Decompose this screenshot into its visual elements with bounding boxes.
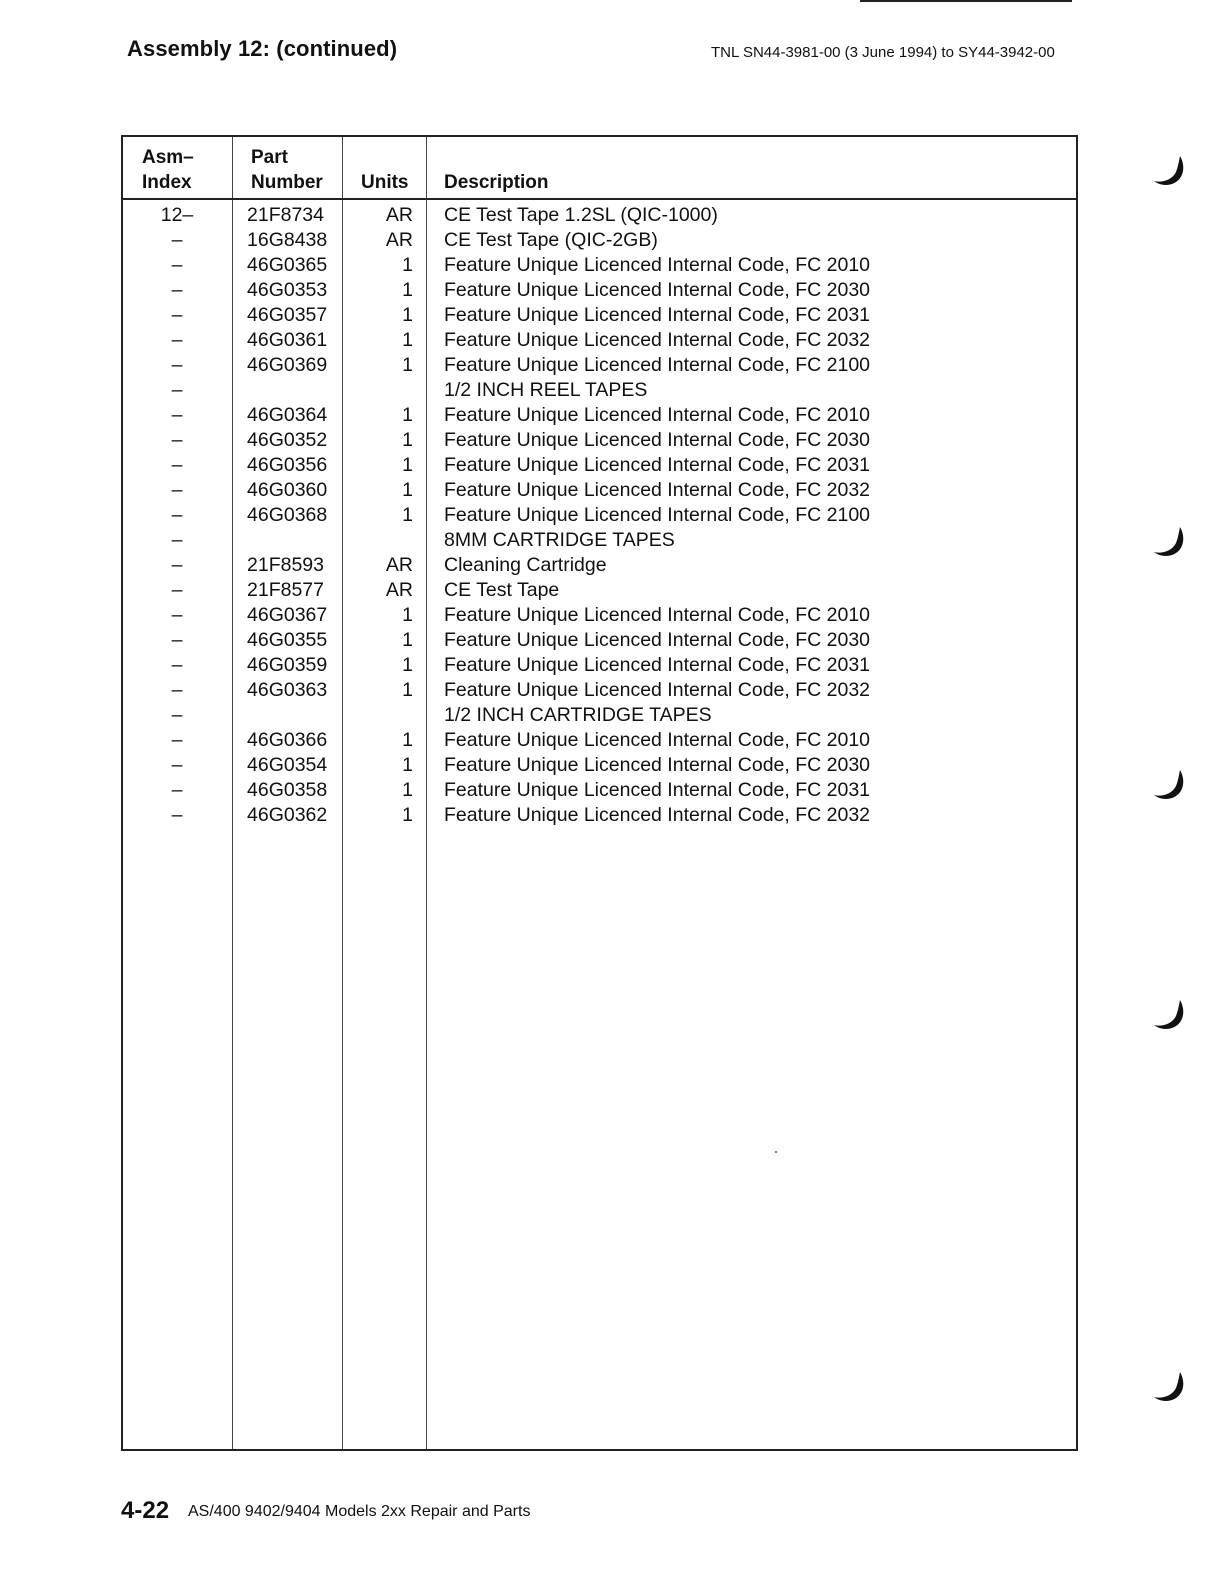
table-row <box>123 478 1076 503</box>
header-rule <box>123 198 1076 200</box>
cell-units: 1 <box>402 404 413 426</box>
table-row <box>123 778 1076 803</box>
cell-part-number: 46G0358 <box>247 779 328 801</box>
cell-asm-index: – <box>171 554 183 576</box>
cell-asm-index: – <box>171 779 183 801</box>
tnl-note: TNL SN44-3981-00 (3 June 1994) to SY44-3942-00 <box>711 44 1055 61</box>
table-row <box>123 303 1076 328</box>
cell-asm-index: – <box>171 654 183 676</box>
cell-units: 1 <box>402 679 413 701</box>
cell-asm-index: – <box>171 229 183 251</box>
cell-description: 1/2 INCH CARTRIDGE TAPES <box>444 704 712 726</box>
cell-part-number: 46G0355 <box>247 629 328 651</box>
cell-part-number: 46G0357 <box>247 304 328 326</box>
cell-description: Feature Unique Licenced Internal Code, FC 2010 <box>444 604 871 626</box>
cell-part-number: 46G0366 <box>247 729 328 751</box>
cell-asm-index: – <box>171 804 183 826</box>
cell-asm-index: – <box>171 304 183 326</box>
cell-units: AR <box>385 229 413 251</box>
cell-description: Feature Unique Licenced Internal Code, FC 2031 <box>444 654 871 676</box>
cell-asm-index: – <box>171 454 183 476</box>
cell-part-number: 46G0360 <box>247 479 328 501</box>
cell-part-number: 21F8577 <box>247 579 324 601</box>
cell-part-number: 46G0356 <box>247 454 328 476</box>
cell-units: AR <box>385 554 413 576</box>
cell-description: Feature Unique Licenced Internal Code, FC 2032 <box>444 329 871 351</box>
cell-description: Feature Unique Licenced Internal Code, FC 2031 <box>444 304 871 326</box>
cell-description: 8MM CARTRIDGE TAPES <box>444 529 675 551</box>
binder-hole-mark-icon <box>1150 996 1192 1036</box>
table-row <box>123 503 1076 528</box>
cell-units: AR <box>385 204 413 226</box>
cell-part-number: 46G0369 <box>247 354 328 376</box>
binder-hole-mark-icon <box>1150 152 1192 192</box>
col-header-description: Description <box>444 172 549 193</box>
cell-asm-index: 12– <box>160 204 194 226</box>
cell-units: 1 <box>402 454 413 476</box>
cell-units: 1 <box>402 279 413 301</box>
cell-part-number: 46G0354 <box>247 754 328 776</box>
cell-units: AR <box>385 579 413 601</box>
cell-part-number: 46G0367 <box>247 604 328 626</box>
table-row <box>123 603 1076 628</box>
cell-asm-index: – <box>171 729 183 751</box>
cell-description: Feature Unique Licenced Internal Code, FC 2100 <box>444 354 871 376</box>
cell-description: Feature Unique Licenced Internal Code, FC 2030 <box>444 429 871 451</box>
cell-units: 1 <box>402 804 413 826</box>
cell-units: 1 <box>402 329 413 351</box>
cell-asm-index: – <box>171 279 183 301</box>
cell-units: 1 <box>402 629 413 651</box>
cell-units: 1 <box>402 254 413 276</box>
cell-asm-index: – <box>171 329 183 351</box>
cell-units: 1 <box>402 479 413 501</box>
cell-units: 1 <box>402 654 413 676</box>
cell-units: 1 <box>402 504 413 526</box>
cell-description: Cleaning Cartridge <box>444 554 607 576</box>
cell-description: Feature Unique Licenced Internal Code, FC 2100 <box>444 504 871 526</box>
cell-description: CE Test Tape 1.2SL (QIC-1000) <box>444 204 718 226</box>
cell-description: CE Test Tape (QIC-2GB) <box>444 229 658 251</box>
cell-units: 1 <box>402 754 413 776</box>
table-row <box>123 803 1076 828</box>
table-row <box>123 578 1076 603</box>
cell-units: 1 <box>402 779 413 801</box>
cell-part-number: 46G0352 <box>247 429 328 451</box>
cell-part-number: 46G0362 <box>247 804 328 826</box>
col-header-part-line1: Part <box>251 147 288 168</box>
table-row <box>123 528 1076 553</box>
table-row <box>123 453 1076 478</box>
cell-asm-index: – <box>171 379 183 401</box>
cell-asm-index: – <box>171 704 183 726</box>
cell-description: Feature Unique Licenced Internal Code, FC 2010 <box>444 404 871 426</box>
cell-description: Feature Unique Licenced Internal Code, FC 2031 <box>444 454 871 476</box>
cell-description: CE Test Tape <box>444 579 560 601</box>
cell-description: Feature Unique Licenced Internal Code, FC 2030 <box>444 754 871 776</box>
parts-table <box>121 135 1078 1451</box>
cell-asm-index: – <box>171 604 183 626</box>
cell-asm-index: – <box>171 479 183 501</box>
col-header-units: Units <box>361 172 409 193</box>
top-rule <box>860 0 1072 2</box>
cell-description: Feature Unique Licenced Internal Code, FC 2010 <box>444 729 871 751</box>
col-header-part-line2: Number <box>251 172 323 193</box>
cell-description: Feature Unique Licenced Internal Code, FC 2032 <box>444 679 871 701</box>
table-row <box>123 278 1076 303</box>
cell-description: Feature Unique Licenced Internal Code, FC 2032 <box>444 804 871 826</box>
cell-asm-index: – <box>171 254 183 276</box>
page-title: Assembly 12: (continued) <box>127 36 398 61</box>
binder-hole-mark-icon <box>1150 523 1192 563</box>
cell-units: 1 <box>402 429 413 451</box>
cell-part-number: 16G8438 <box>247 229 328 251</box>
table-row <box>123 678 1076 703</box>
cell-part-number: 46G0359 <box>247 654 328 676</box>
table-row <box>123 628 1076 653</box>
table-row <box>123 203 1076 228</box>
cell-part-number: 46G0365 <box>247 254 328 276</box>
cell-asm-index: – <box>171 679 183 701</box>
binder-hole-mark-icon <box>1150 1368 1192 1408</box>
cell-units: 1 <box>402 354 413 376</box>
table-row <box>123 703 1076 728</box>
cell-description: Feature Unique Licenced Internal Code, FC 2031 <box>444 779 871 801</box>
table-row <box>123 728 1076 753</box>
cell-part-number: 46G0363 <box>247 679 328 701</box>
cell-part-number: 21F8734 <box>247 204 324 226</box>
table-row <box>123 378 1076 403</box>
cell-asm-index: – <box>171 404 183 426</box>
table-row <box>123 253 1076 278</box>
scan-speck <box>775 1151 777 1153</box>
table-row <box>123 753 1076 778</box>
cell-asm-index: – <box>171 754 183 776</box>
table-row <box>123 553 1076 578</box>
table-row <box>123 228 1076 253</box>
cell-asm-index: – <box>171 579 183 601</box>
cell-description: Feature Unique Licenced Internal Code, FC 2010 <box>444 254 871 276</box>
footer-page-number: 4-22 <box>121 1497 170 1524</box>
cell-asm-index: – <box>171 529 183 551</box>
cell-part-number: 46G0364 <box>247 404 328 426</box>
cell-asm-index: – <box>171 504 183 526</box>
binder-hole-mark-icon <box>1150 766 1192 806</box>
col-header-index-line1: Asm– <box>142 147 194 168</box>
cell-description: Feature Unique Licenced Internal Code, FC 2030 <box>444 279 871 301</box>
cell-description: Feature Unique Licenced Internal Code, FC 2030 <box>444 629 871 651</box>
table-row <box>123 353 1076 378</box>
cell-units: 1 <box>402 729 413 751</box>
cell-description: Feature Unique Licenced Internal Code, FC 2032 <box>444 479 871 501</box>
cell-part-number: 46G0353 <box>247 279 328 301</box>
cell-asm-index: – <box>171 429 183 451</box>
table-row <box>123 403 1076 428</box>
cell-part-number: 21F8593 <box>247 554 324 576</box>
col-header-index-line2: Index <box>142 172 192 193</box>
table-body <box>123 203 1076 828</box>
cell-asm-index: – <box>171 629 183 651</box>
table-row <box>123 653 1076 678</box>
cell-part-number: 46G0368 <box>247 504 328 526</box>
cell-description: 1/2 INCH REEL TAPES <box>444 379 648 401</box>
cell-units: 1 <box>402 604 413 626</box>
col-header-part <box>251 145 323 195</box>
table-row <box>123 428 1076 453</box>
cell-part-number: 46G0361 <box>247 329 328 351</box>
cell-units: 1 <box>402 304 413 326</box>
col-header-index <box>142 145 194 195</box>
cell-asm-index: – <box>171 354 183 376</box>
footer-book-title: AS/400 9402/9404 Models 2xx Repair and Parts <box>188 1503 531 1520</box>
table-row <box>123 328 1076 353</box>
